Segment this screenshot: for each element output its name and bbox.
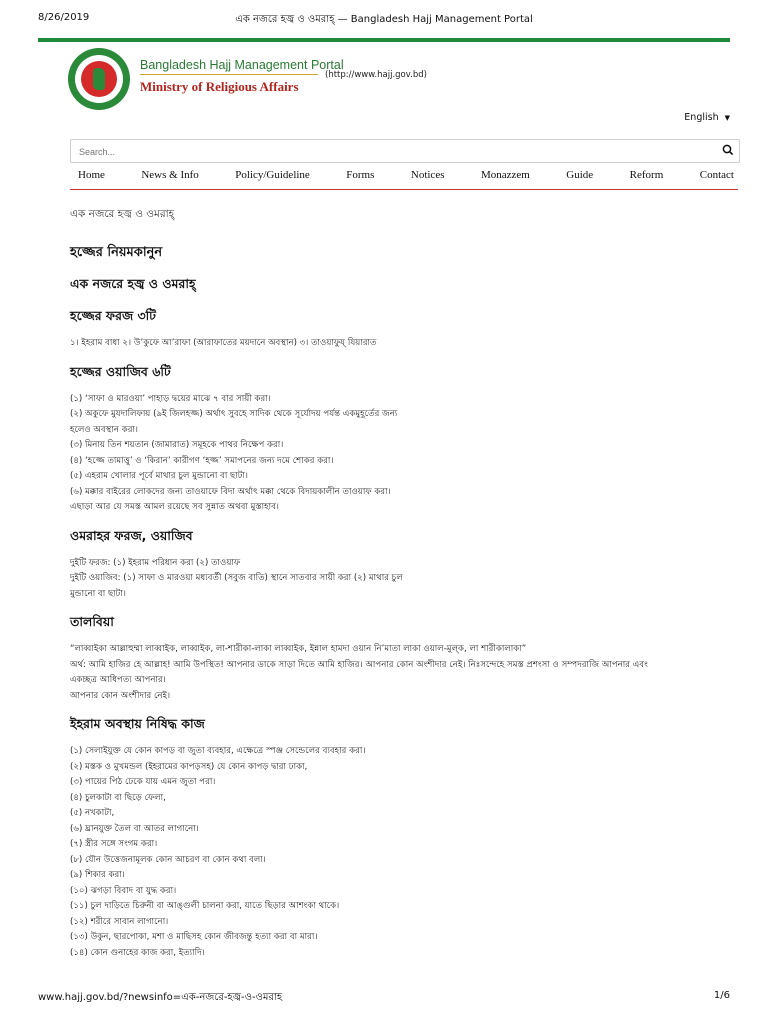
list-item: (৬) ঘ্রানযুক্ত তৈল বা আতর লাগানো। [70,823,199,834]
list-item: (১০) ঝগড়া বিবাদ বা যুদ্ধ করা। [70,885,177,896]
search-icon[interactable] [721,143,735,157]
list-item: (১২) শরীরে সাবান লাগানো। [70,916,169,927]
fard-text: ১। ইহরাম বাধা ২। উ’কুফে আ’রাফা (আরাফাতের ময়দানে অবস্থান) ৩। তাওয়াফুয্ যিয়ারাত [70,338,377,348]
list-item: হলেও অবস্থান করা। [70,424,138,435]
nav-contact[interactable]: Contact [699,169,734,181]
talbiya-line: একচ্ছত্র আধিপত্য আপনার। [70,675,166,685]
top-green-bar [38,38,730,42]
heading-rules: হজ্জের নিয়মকানুন [70,245,163,260]
list-item: (৩) মিনায় তিন শয়তান (জামারাত) সমূহকে পাথর নিক্ষেপ করা। [70,440,284,450]
search-bar[interactable] [70,139,740,163]
list-item: (৪) চুলকাটা বা ছিড়ে ফেলা, [70,792,166,803]
list-item: (২) অকুফে মুযদালিফায় (৯ই জিলহজ্জ) অর্থাৎ সুবহে সাদিক থেকে সূর্যোদয় পর্যন্ত একমুহূর্তের জন্য [70,409,398,419]
list-item: মুন্ডানো বা ছাটা। [70,588,126,599]
site-url[interactable]: (http://www.hajj.gov.bd) [325,70,427,80]
list-item: (১১) চুল দাড়িতে চিরুনী বা আঙ্গুলী চালনা করা, যাতে ছিড়ার আশংকা থাকে। [70,901,340,911]
print-page-number: 1/6 [713,990,730,1001]
list-item: (৯) শিকার করা। [70,870,125,880]
list-item: (৫) এহরাম খোলার পূর্বে মাথার চুল মুন্ডানো বা ছাটা। [70,471,249,481]
nav-monazzem[interactable]: Monazzem [480,169,530,181]
talbiya-line: অর্থ: আমি হাজির হে আল্লাহ! আমি উপস্থিত! আপনার ডাকে সাড়া দিতে আমি হাজির। আপনার কোন অংশীদার নেই। নিঃসন্দেহে সমস্ত প্রশংসা ও সম্পদরাজি আপনার এবং [70,659,648,670]
print-footer [38,990,730,1006]
list-item: (৫) নখকাটা, [70,808,115,818]
list-item: (৮) যৌন উত্তেজনামূলক কোন আচরণ বা কোন কথা বলা। [70,854,266,865]
heading-umrah: ওমরাহর ফরজ, ওয়াজিব [70,527,193,543]
bangladesh-seal-logo[interactable] [68,48,130,110]
nav-reform[interactable]: Reform [629,169,664,181]
umrah-list [70,556,738,603]
heading-forbidden: ইহরাম অবস্থায় নিষিদ্ধ কাজ [70,716,205,731]
wajib-list [70,392,738,516]
article-content [70,207,738,961]
heading-wajib: হজ্জের ওয়াজিব ৬টি [70,363,171,379]
talbiya-text [70,642,738,704]
nav-notices[interactable]: Notices [410,169,445,181]
talbiya-line: আপনার কোন অংশীদার নেই। [70,690,171,701]
list-item: (৬) মক্কার বাইরের লোকদের জন্য তাওয়াফে বিদা অর্থাৎ মক্কা থেকে বিদায়কালীন তাওয়াফ করা। [70,486,391,497]
forbidden-list [70,744,738,961]
portal-name[interactable]: Bangladesh Hajj Management Portal [140,58,344,72]
main-nav [70,169,738,190]
list-item: (১৪) কোন গুনাহের কাজ করা, ইত্যাদি। [70,947,205,958]
brand-divider [140,74,318,75]
print-header [38,12,730,28]
nav-news-info[interactable]: News & Info [141,169,199,181]
list-item: দুইটি ওয়াজিব: (১) সাফা ও মারওয়া মধ্যবর্তী (সবুজ বাতি) স্থানে সাতবার সায়ী করা (২) মাথার চুল [70,573,403,583]
list-item: (৪) ‘হজ্জে তামাত্তু’ ও ‘কিরান’ কারীগণ ‘হজ্জ’ সমাপনের জন্য দমে শোকর করা। [70,455,334,466]
heading-fard: হজ্জের ফরজ ৩টি [70,308,156,323]
list-item: (৩) পায়ের পিঠ ঢেকে যায় এমন জুতা পরা। [70,777,216,787]
nav-policy-guideline[interactable]: Policy/Guideline [235,169,310,181]
language-label: English [684,112,719,123]
print-date: 8/26/2019 [38,12,90,23]
print-url: www.hajj.gov.bd/?newsinfo=এক-নজরে-হজ্ব-ও-ওমরাহ [38,992,283,1003]
list-item: (১৩) উকুন, ছারপোকা, মশা ও মাছিসহ কোন জীবজন্তু হত্যা করা বা মারা। [70,932,318,942]
heading-overview: এক নজরে হজ্ব ও ওমরাহ্ [70,276,196,291]
print-title: এক নজরে হজ্ব ও ওমরাহ্ — Bangladesh Hajj Management Portal [235,14,533,25]
list-item: (২) মস্তক ও মুখমন্ডল (ইহরামের কাপড়সহ) যে কোন কাপড় দ্বারা ঢাকা, [70,761,308,772]
search-input[interactable] [71,142,707,162]
caret-down-icon: ▼ [724,113,730,122]
heading-talbiya: তালবিয়া [70,614,114,629]
breadcrumb: এক নজরে হজ্ব ও ওমরাহ্ [70,208,175,220]
talbiya-line: “লাব্বাইকা আল্লাহুম্মা লাব্বাইক, লাব্বাইক, লা-শারীকা-লাকা লাব্বাইক, ইন্নাল হামদা ওয়ান নি’মাতা লাকা ওয়াল-মুল্‌ক, লা শারীকালাকা” [70,644,527,654]
list-item: (৭) স্ত্রীর সঙ্গে সংগম করা। [70,839,158,849]
nav-guide[interactable]: Guide [566,169,594,181]
list-item: এছাড়া আর যে সমস্ত আমল রয়েছে সব সুন্নাত অথবা মুস্তাহাব। [70,502,279,512]
nav-forms[interactable]: Forms [346,169,375,181]
list-item: (১) ‘সাফা ও মারওয়া’ পাহাড় দ্বয়ের মাঝে ৭ বার সায়ী করা। [70,393,271,404]
nav-home[interactable]: Home [78,169,105,181]
list-item: দুইটি ফরজ: (১) ইহরাম পরিধান করা (২) তাওয়াফ [70,557,241,568]
list-item: (১) সেলাইযুক্ত যে কোন কাপড় বা জুতা ব্যবহার, এক্ষেত্রে স্পঞ্জ সেন্ডেলের ব্যবহার করা। [70,746,366,756]
ministry-name[interactable]: Ministry of Religious Affairs [140,79,299,94]
language-selector[interactable] [684,112,730,123]
